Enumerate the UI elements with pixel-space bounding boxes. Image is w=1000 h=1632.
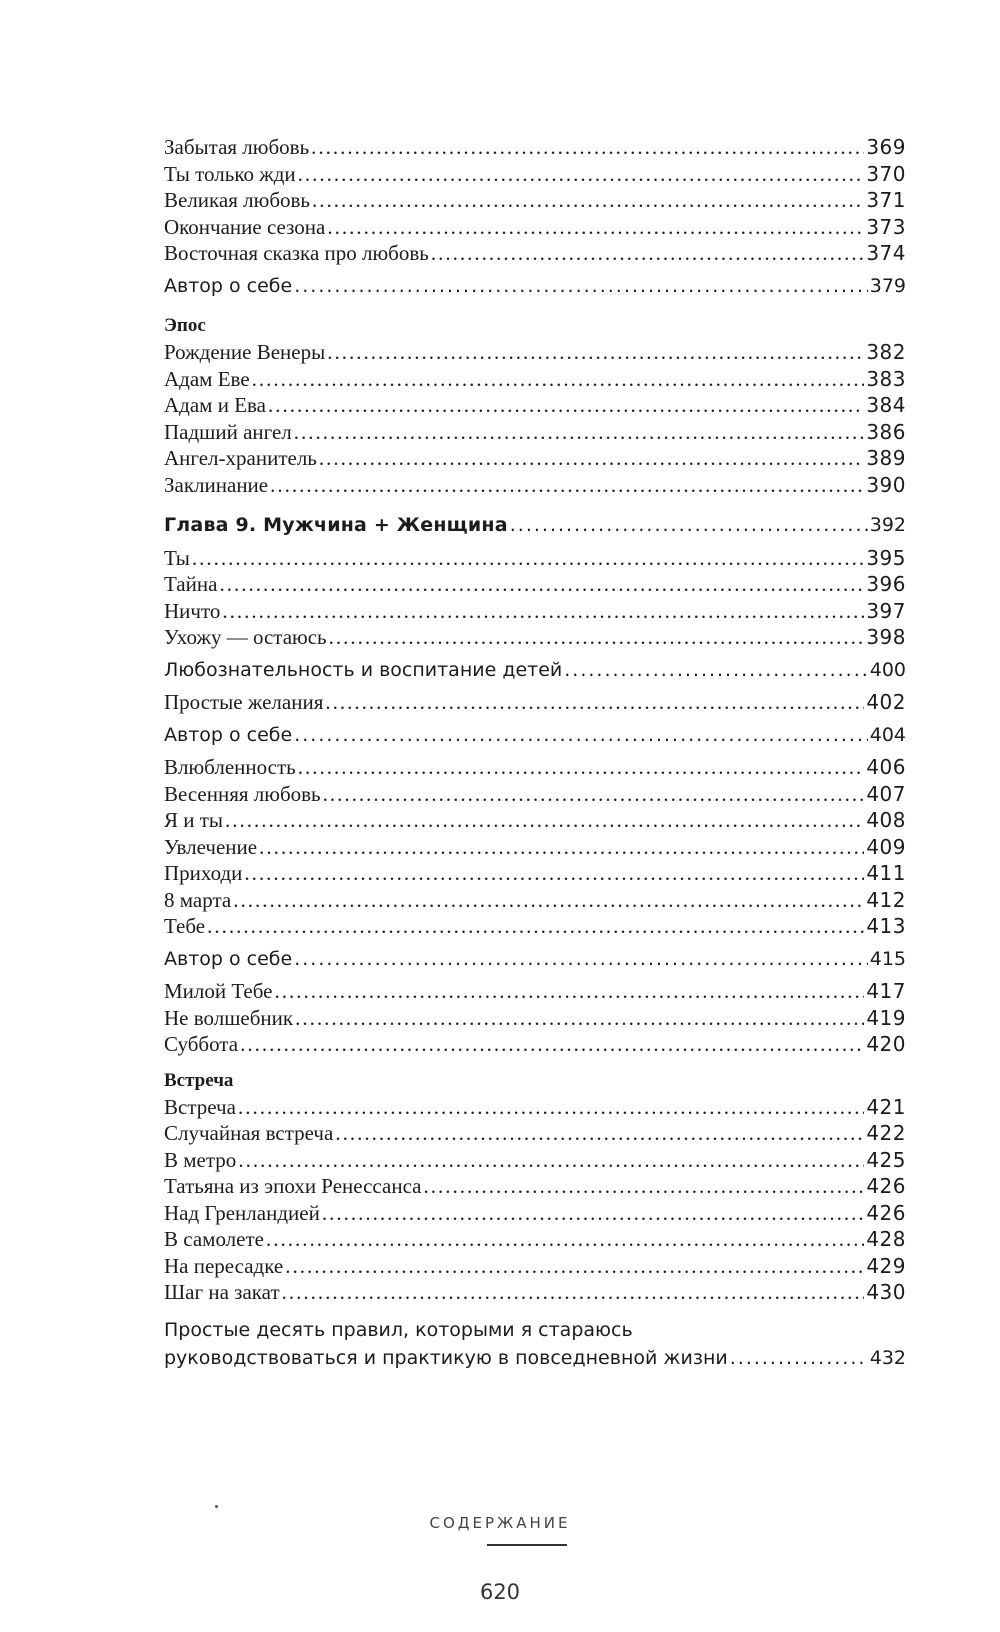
toc-entry-title: Увлечение bbox=[164, 834, 258, 859]
toc-entry bbox=[164, 1226, 906, 1253]
dot-leader bbox=[282, 1279, 865, 1306]
dot-leader bbox=[564, 657, 867, 684]
toc-entry bbox=[164, 366, 906, 393]
chapter-title: Глава 9. Мужчина + Женщина bbox=[164, 514, 508, 536]
toc-entry-title: Я и ты bbox=[164, 808, 224, 832]
toc-entry-page: 421 bbox=[866, 1094, 906, 1119]
dot-leader bbox=[298, 754, 865, 781]
dot-leader bbox=[268, 392, 864, 419]
toc-entry bbox=[164, 134, 906, 161]
dot-leader bbox=[294, 419, 865, 446]
toc-entry-page: 369 bbox=[866, 135, 906, 159]
toc-entry bbox=[164, 689, 906, 716]
dot-leader bbox=[274, 978, 864, 1005]
toc-entry-title: В самолете bbox=[164, 1227, 264, 1251]
dot-leader bbox=[319, 445, 864, 472]
dot-leader bbox=[327, 339, 864, 366]
toc-entry-page: 384 bbox=[866, 393, 906, 417]
toc-entry-title: Простые желания bbox=[164, 690, 324, 714]
running-footer-label: СОДЕРЖАНИЕ bbox=[429, 1514, 571, 1532]
toc-entry-page: 396 bbox=[866, 572, 906, 596]
toc-entry bbox=[164, 445, 906, 472]
toc-entry bbox=[164, 1031, 906, 1058]
dot-leader bbox=[294, 722, 868, 749]
toc-entry-page: 426 bbox=[866, 1174, 906, 1198]
toc-entry-multiline bbox=[164, 1316, 906, 1372]
toc-entry-page: 400 bbox=[869, 658, 906, 681]
toc-entry-title: Ты bbox=[164, 545, 190, 570]
dot-leader bbox=[270, 472, 864, 499]
toc-entry bbox=[164, 946, 906, 973]
dot-leader bbox=[510, 512, 868, 539]
toc-entry bbox=[164, 273, 906, 300]
toc-entry-page: 412 bbox=[866, 887, 906, 912]
toc-entry-title: Ничто bbox=[164, 598, 221, 623]
toc-entry bbox=[164, 472, 906, 499]
toc-entry bbox=[164, 392, 906, 419]
toc-entry-title: Рождение Венеры bbox=[164, 340, 326, 364]
toc-entry-page: 407 bbox=[866, 781, 906, 806]
toc-entry-page: 409 bbox=[866, 834, 906, 859]
dot-leader bbox=[311, 134, 864, 161]
toc-entry bbox=[164, 1120, 906, 1147]
toc-entry bbox=[164, 1200, 906, 1227]
toc-entry-page: 386 bbox=[866, 419, 906, 444]
toc-entry-page: 404 bbox=[869, 723, 906, 746]
dot-leader bbox=[219, 571, 864, 598]
toc-entry-title: Влюбленность bbox=[164, 755, 296, 779]
toc-entry-page: 383 bbox=[866, 366, 906, 391]
toc-entry-page: 430 bbox=[866, 1280, 906, 1304]
dot-leader bbox=[240, 1031, 864, 1058]
toc-entry bbox=[164, 781, 906, 808]
toc-entry-page: 425 bbox=[866, 1147, 906, 1172]
toc-entry-title: Автор о себе bbox=[164, 947, 293, 970]
dot-leader bbox=[192, 545, 864, 572]
toc-entry-page: 370 bbox=[866, 161, 906, 186]
toc-entry-page: 417 bbox=[866, 979, 906, 1003]
toc-entry-page: 402 bbox=[866, 690, 906, 714]
toc-entry bbox=[164, 860, 906, 887]
page-number: 620 bbox=[479, 1580, 521, 1604]
toc-entry bbox=[164, 754, 906, 781]
dot-leader bbox=[225, 807, 864, 834]
dot-leader bbox=[294, 273, 868, 300]
toc-entry-title: Заклинание bbox=[164, 472, 269, 497]
toc-entry-page: 422 bbox=[866, 1121, 906, 1145]
toc-entry-title: Ухожу — остаюсь bbox=[164, 625, 327, 649]
toc-entry bbox=[164, 624, 906, 651]
footer-rule bbox=[487, 1544, 567, 1546]
toc-entry-page: 413 bbox=[866, 914, 906, 938]
toc-entry-page: 382 bbox=[866, 340, 906, 364]
toc-entry-title: Приходи bbox=[164, 861, 243, 885]
toc-entry-page: 411 bbox=[866, 861, 906, 885]
toc-entry bbox=[164, 657, 906, 684]
toc-entry bbox=[164, 722, 906, 749]
dot-leader bbox=[252, 366, 865, 393]
toc-entry bbox=[164, 214, 906, 241]
dot-leader bbox=[238, 1094, 864, 1121]
toc-entry-title: Весенняя любовь bbox=[164, 781, 321, 806]
toc-entry-title: Случайная встреча bbox=[164, 1121, 334, 1145]
dot-leader bbox=[207, 913, 864, 940]
toc-entry-title: В метро bbox=[164, 1147, 237, 1172]
section-heading: Эпос bbox=[164, 315, 206, 336]
dot-leader bbox=[259, 834, 864, 861]
toc-entry-page: 395 bbox=[866, 545, 906, 570]
toc-entry bbox=[164, 545, 906, 572]
toc-entry-page: 397 bbox=[866, 598, 906, 623]
toc-entry-title: На пересадке bbox=[164, 1253, 284, 1278]
toc-entry-page: 398 bbox=[866, 625, 906, 649]
dot-leader bbox=[730, 1344, 868, 1372]
toc-entry bbox=[164, 1005, 906, 1032]
toc-entry-page: 426 bbox=[866, 1200, 906, 1225]
toc-entry bbox=[164, 1253, 906, 1280]
toc-entry bbox=[164, 1147, 906, 1174]
toc-entry-title: Восточная сказка про любовь bbox=[164, 241, 429, 265]
chapter-entry bbox=[164, 512, 906, 539]
toc-entry bbox=[164, 1279, 906, 1306]
dot-leader bbox=[323, 781, 865, 808]
print-speck bbox=[215, 1505, 218, 1508]
toc-entry-page: 371 bbox=[866, 188, 906, 212]
dot-leader bbox=[312, 187, 864, 214]
toc-entry bbox=[164, 419, 906, 446]
toc-entry-page: 432 bbox=[869, 1346, 906, 1369]
toc-entry-title: Тебе bbox=[164, 914, 206, 938]
dot-leader bbox=[222, 598, 864, 625]
toc-entry bbox=[164, 187, 906, 214]
toc-entry-page: 408 bbox=[866, 808, 906, 832]
toc-entry-page: 428 bbox=[866, 1227, 906, 1251]
dot-leader bbox=[266, 1226, 864, 1253]
toc-entry bbox=[164, 571, 906, 598]
dot-leader bbox=[423, 1173, 864, 1200]
toc-entry-title: Шаг на закат bbox=[164, 1280, 280, 1304]
toc-entry-page: 420 bbox=[866, 1032, 906, 1056]
dot-leader bbox=[325, 689, 864, 716]
toc-entry-title: Окончание сезона bbox=[164, 214, 326, 239]
toc-entry bbox=[164, 913, 906, 940]
toc-entry-page: 390 bbox=[866, 472, 906, 497]
toc-entry-page: 373 bbox=[866, 214, 906, 239]
dot-leader bbox=[322, 1200, 864, 1227]
dot-leader bbox=[335, 1120, 864, 1147]
toc-entry-title: Татьяна из эпохи Ренессанса bbox=[164, 1174, 422, 1198]
toc-entry bbox=[164, 339, 906, 366]
dot-leader bbox=[285, 1253, 864, 1280]
dot-leader bbox=[294, 946, 868, 973]
toc-entry-title: Великая любовь bbox=[164, 188, 311, 212]
toc-entry-title: Не волшебник bbox=[164, 1005, 294, 1030]
toc-entry-page: 415 bbox=[869, 947, 906, 970]
toc-entry-title: Суббота bbox=[164, 1032, 239, 1056]
section-heading: Встреча bbox=[164, 1069, 234, 1091]
toc-entry-title: Адам и Ева bbox=[164, 393, 266, 417]
toc-entry-title: Милой Тебе bbox=[164, 979, 273, 1003]
toc-entry bbox=[164, 598, 906, 625]
dot-leader bbox=[329, 624, 865, 651]
toc-entry bbox=[164, 240, 906, 267]
toc-entry bbox=[164, 1173, 906, 1200]
toc-entry bbox=[164, 887, 906, 914]
toc-entry-title: Автор о себе bbox=[164, 274, 293, 297]
toc-entry-title: Автор о себе bbox=[164, 723, 293, 746]
toc-entry bbox=[164, 807, 906, 834]
dot-leader bbox=[431, 240, 864, 267]
toc-entry bbox=[164, 161, 906, 188]
toc-entry bbox=[164, 834, 906, 861]
toc-entry-title-line1: Простые десять правил, которыми я стараюсь bbox=[164, 1318, 633, 1341]
toc-entry-title: Падший ангел bbox=[164, 419, 292, 444]
toc-entry-title: Адам Еве bbox=[164, 366, 250, 391]
toc-entry bbox=[164, 1344, 906, 1372]
toc-entry-page: 419 bbox=[866, 1005, 906, 1030]
table-of-contents bbox=[164, 134, 906, 1372]
toc-entry-title: 8 марта bbox=[164, 887, 232, 912]
dot-leader bbox=[327, 214, 864, 241]
toc-entry-title: Ты только жди bbox=[164, 161, 296, 186]
toc-entry bbox=[164, 1094, 906, 1121]
toc-entry-title: Тайна bbox=[164, 572, 218, 596]
dot-leader bbox=[238, 1147, 864, 1174]
toc-entry-title: Ангел-хранитель bbox=[164, 446, 317, 470]
toc-entry-title: Любознательность и воспитание детей bbox=[164, 658, 563, 681]
toc-entry-title: Над Гренландией bbox=[164, 1200, 320, 1225]
toc-entry-page: 379 bbox=[869, 274, 906, 297]
toc-entry bbox=[164, 978, 906, 1005]
toc-entry-page: 429 bbox=[866, 1253, 906, 1278]
toc-entry-page: 406 bbox=[866, 755, 906, 779]
toc-entry-title: Забытая любовь bbox=[164, 135, 310, 159]
dot-leader bbox=[295, 1005, 864, 1032]
toc-entry-page: 392 bbox=[869, 514, 906, 536]
toc-entry-title: Встреча bbox=[164, 1094, 236, 1119]
dot-leader bbox=[298, 161, 865, 188]
dot-leader bbox=[244, 860, 864, 887]
toc-entry-page: 374 bbox=[866, 241, 906, 265]
toc-entry-title-line2: руководствоваться и практикую в повседневной жизни bbox=[164, 1346, 728, 1369]
dot-leader bbox=[233, 887, 864, 914]
toc-entry-page: 389 bbox=[866, 446, 906, 470]
